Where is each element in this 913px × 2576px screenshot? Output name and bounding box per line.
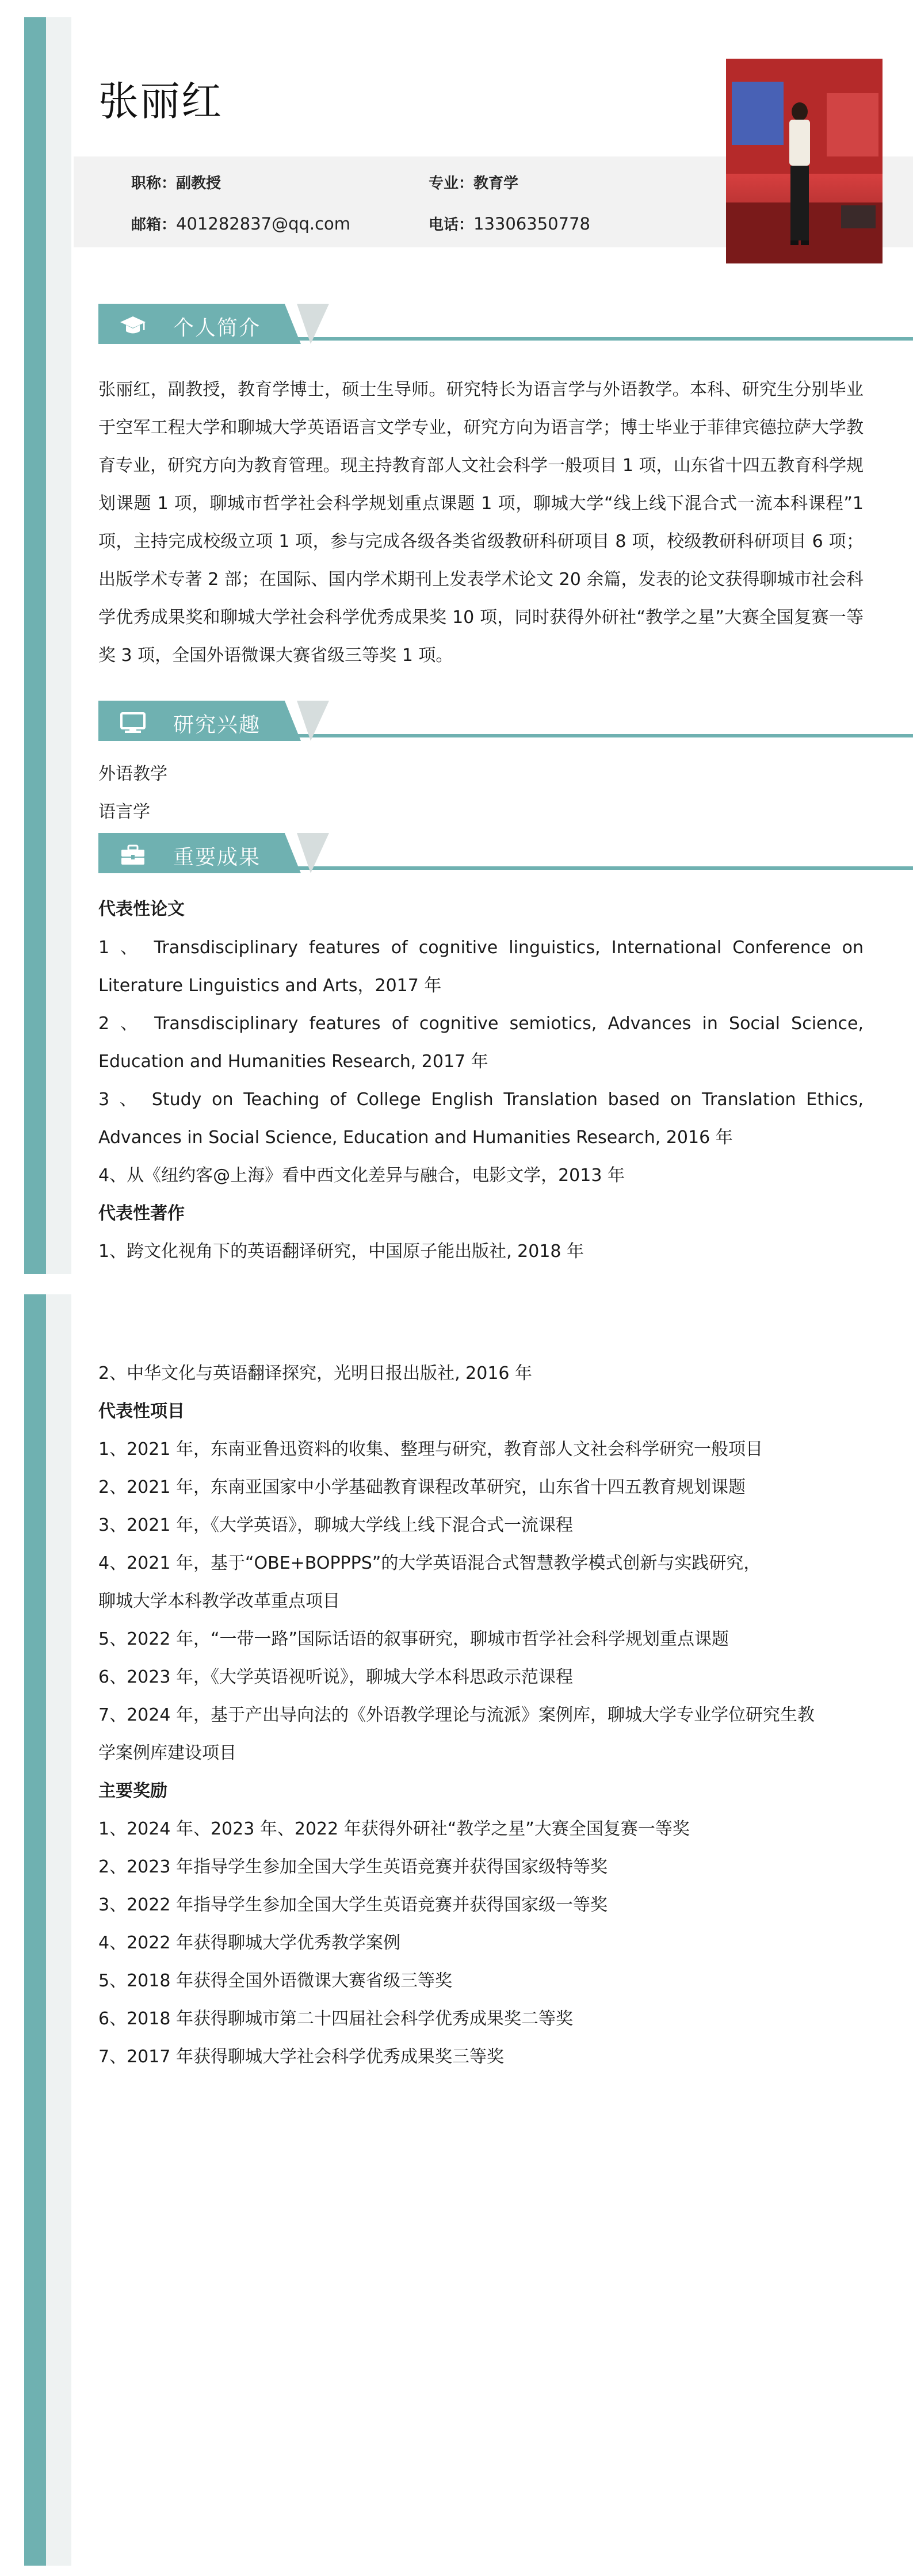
photo-illustration <box>726 59 883 263</box>
project-item: 3、2021 年，《大学英语》，聊城大学线上线下混合式一流课程 <box>98 1515 573 1535</box>
paper-item: 2 、 Transdisciplinary features of cognitive semiotics, Advances in Social Science, <box>98 1014 864 1034</box>
graduation-cap-icon <box>119 314 147 337</box>
project-item: 7、2024 年，基于产出导向法的《外语教学理论与流派》案例库，聊城大学专业学位研究生教 <box>98 1705 815 1725</box>
award-item: 7、2017 年获得聊城大学社会科学优秀成果奖三等奖 <box>98 2047 504 2067</box>
paper-item: 4、从《纽约客@上海》看中西文化差异与融合，电影文学，2013 年 <box>98 1165 625 1186</box>
section-header-intro <box>98 299 913 345</box>
books-heading: 代表性著作 <box>98 1203 185 1224</box>
phone-value: 13306350778 <box>473 214 590 234</box>
papers-heading: 代表性论文 <box>98 899 185 919</box>
paper-item: 1 、 Transdisciplinary features of cognitive linguistics, International Conference on <box>98 938 864 958</box>
email-label: 邮箱： <box>131 216 177 234</box>
award-item: 1、2024 年、2023 年、2022 年获得外研社“教学之星”大赛全国复赛一等奖 <box>98 1819 690 1839</box>
paper-item-cont: Literature Linguistics and Arts，2017 年 <box>98 976 442 996</box>
major-label: 专业： <box>429 175 474 192</box>
project-item-cont: 学案例库建设项目 <box>98 1743 236 1763</box>
projects-heading: 代表性项目 <box>98 1401 185 1421</box>
book-item: 2、中华文化与英语翻译探究，光明日报出版社, 2016 年 <box>98 1363 533 1383</box>
email-value: 401282837@qq.com <box>176 214 351 234</box>
major-field <box>429 171 518 193</box>
intro-text: 张丽红，副教授，教育学博士，硕士生导师。研究特长为语言学与外语教学。本科、研究生分别毕业于空军工程大学和聊城大学英语语言文学专业，研究方向为语言学；博士毕业于菲律宾德拉萨大学教育专业，研究方向为教育管理。现主持教育部人文社会科学一般项目 1 项，山东省十四五教育科学规划课题 1 项，聊城市哲学社会科学规划重点课题 1 项，聊城大学“线上线下混合式一流本科课程”1 项，主持完成校级立项 1 项，参与完成各级各类省级教研科研项目 8 项，校级教研科研项目 6 项；出版学术专著 2 部；在国际、国内学术期刊上发表学术论文 20 余篇，发表的论文获得聊城市社会科学优秀成果奖和聊城大学社会科学优秀成果奖 10 项，同时获得外研社“教学之星”大赛全国复赛一等奖 3 项，全国外语微课大赛省级三等奖 1 项。 <box>98 380 864 666</box>
email-field <box>131 213 350 234</box>
accent-bar <box>24 1294 46 2566</box>
paper-item-cont: Advances in Social Science, Education and Humanities Research, 2016 年 <box>98 1128 733 1148</box>
section-title-achievements: 重要成果 <box>173 846 261 869</box>
awards-heading: 主要奖励 <box>98 1781 167 1801</box>
section-title-interests: 研究兴趣 <box>173 713 261 737</box>
resume-page-2 <box>0 1294 913 2566</box>
accent-bar <box>24 17 46 1274</box>
project-item: 6、2023 年，《大学英语视听说》，聊城大学本科思政示范课程 <box>98 1667 573 1687</box>
section-header-interests <box>98 696 913 742</box>
paper-item-cont: Education and Humanities Research, 2017 年 <box>98 1052 488 1072</box>
monitor-icon <box>119 711 147 734</box>
interest-item: 语言学 <box>98 802 150 822</box>
phone-label: 电话： <box>429 216 474 234</box>
project-item-cont: 聊城大学本科教学改革重点项目 <box>98 1591 340 1611</box>
award-item: 5、2018 年获得全国外语微课大赛省级三等奖 <box>98 1971 452 1991</box>
major-value: 教育学 <box>473 175 519 192</box>
award-item: 4、2022 年获得聊城大学优秀教学案例 <box>98 1933 400 1953</box>
award-item: 2、2023 年指导学生参加全国大学生英语竞赛并获得国家级特等奖 <box>98 1857 608 1877</box>
phone-field <box>429 213 590 234</box>
resume-page-1 <box>0 0 913 1274</box>
person-name: 张丽红 <box>98 78 223 125</box>
project-item: 1、2021 年，东南亚鲁迅资料的收集、整理与研究，教育部人文社会科学研究一般项目 <box>98 1439 763 1459</box>
briefcase-icon <box>119 843 147 866</box>
award-item: 6、2018 年获得聊城市第二十四届社会科学优秀成果奖二等奖 <box>98 2009 573 2029</box>
project-item: 2、2021 年，东南亚国家中小学基础教育课程改革研究，山东省十四五教育规划课题 <box>98 1477 746 1497</box>
section-header-achievements <box>98 828 913 874</box>
section-title-intro: 个人简介 <box>173 316 261 340</box>
book-item: 1、跨文化视角下的英语翻译研究，中国原子能出版社, 2018 年 <box>98 1241 585 1262</box>
profile-photo <box>726 59 883 263</box>
title-value: 副教授 <box>176 175 221 192</box>
project-item: 5、2022 年，“一带一路”国际话语的叙事研究，聊城市哲学社会科学规划重点课题 <box>98 1629 729 1649</box>
title-field <box>131 171 221 193</box>
paper-item: 3 、 Study on Teaching of College English Translation based on Translation Ethics, <box>98 1090 864 1110</box>
accent-bar-light <box>46 1294 71 2566</box>
project-item: 4、2021 年，基于“OBE+BOPPPS”的大学英语混合式智慧教学模式创新与实践研究， <box>98 1553 761 1573</box>
award-item: 3、2022 年指导学生参加全国大学生英语竞赛并获得国家级一等奖 <box>98 1895 608 1915</box>
title-label: 职称： <box>131 175 177 192</box>
accent-bar-light <box>46 17 71 1274</box>
interest-item: 外语教学 <box>98 764 167 784</box>
